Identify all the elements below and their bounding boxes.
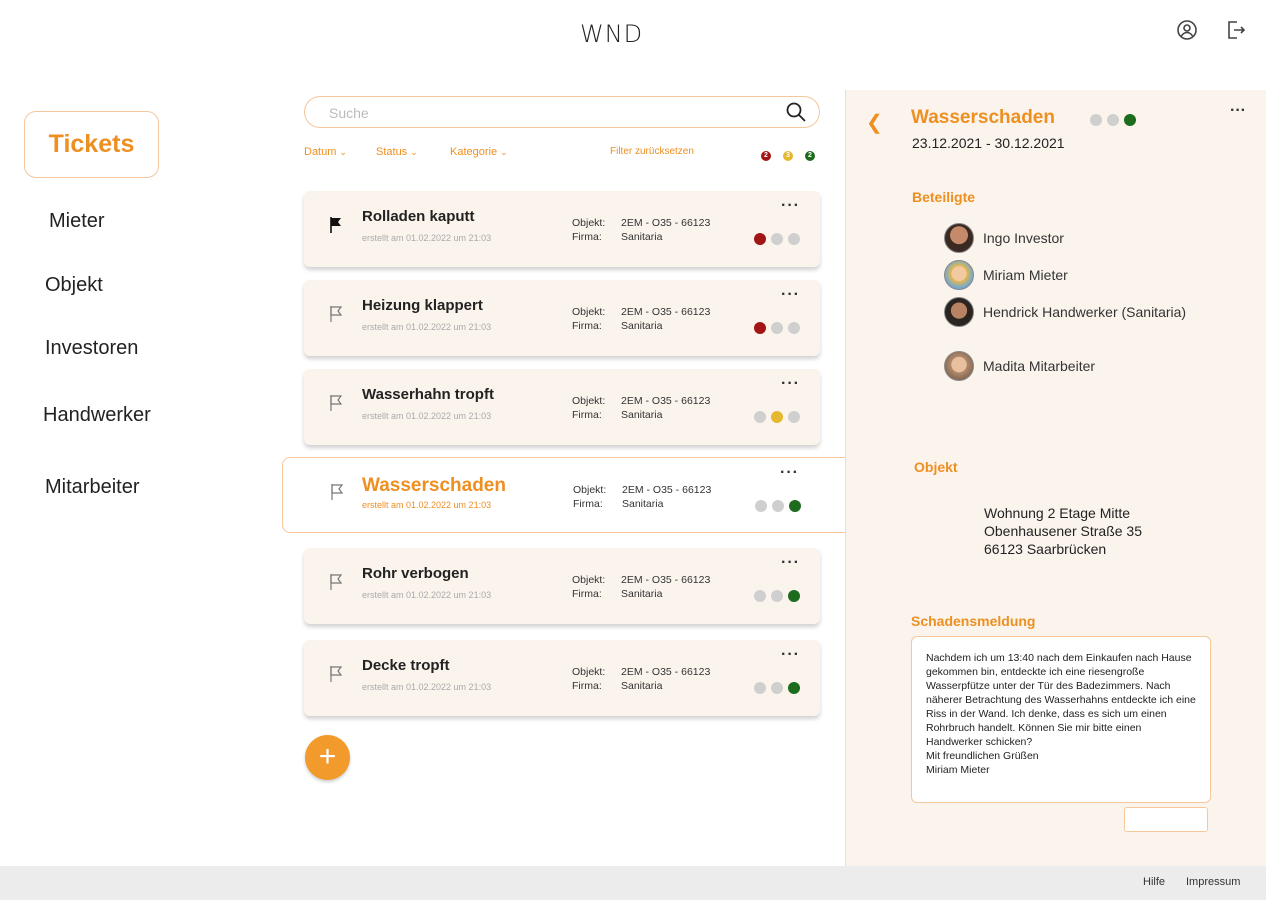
participant-investor[interactable]: [944, 223, 1064, 253]
ticket-created: erstellt am 01.02.2022 um 21:03: [362, 590, 492, 600]
firma-label: Firma:: [572, 588, 602, 600]
flag-outline-icon[interactable]: [328, 394, 344, 412]
objekt-heading: Objekt: [914, 459, 958, 475]
participant-mieter[interactable]: [944, 260, 1068, 290]
ticket-card[interactable]: [282, 457, 878, 533]
ticket-meta: [572, 573, 710, 601]
firma-value: Sanitaria: [621, 588, 663, 600]
firma-label: Firma:: [572, 320, 602, 332]
status-filter-yellow[interactable]: 3: [783, 151, 793, 161]
more-options-icon[interactable]: ···: [780, 464, 799, 481]
status-filter-red[interactable]: 2: [761, 151, 771, 161]
participant-name: Hendrick Handwerker (Sanitaria): [983, 304, 1187, 320]
firma-value: Sanitaria: [621, 231, 663, 243]
objekt-address: [984, 504, 1142, 558]
filter-reset[interactable]: Filter zurücksetzen: [610, 146, 694, 157]
objekt-label: Objekt:: [572, 574, 606, 586]
firma-value: Sanitaria: [621, 320, 663, 332]
status-dot: [1090, 114, 1102, 126]
ticket-created: erstellt am 01.02.2022 um 21:03: [362, 682, 492, 692]
objekt-label: Objekt:: [572, 306, 606, 318]
flag-filled-icon[interactable]: [328, 216, 344, 234]
ticket-meta: [572, 216, 710, 244]
status-dot: [755, 500, 767, 512]
firma-value: Sanitaria: [621, 680, 663, 692]
flag-outline-icon[interactable]: [328, 665, 344, 683]
ticket-title: Wasserschaden: [362, 475, 506, 496]
ticket-title: Rolladen kaputt: [362, 208, 475, 225]
ticket-card[interactable]: [304, 369, 820, 445]
search-icon[interactable]: [785, 101, 807, 123]
footer-hilfe-link[interactable]: Hilfe: [1143, 876, 1166, 888]
objekt-label: Objekt:: [573, 484, 607, 496]
status-dots: [755, 500, 801, 512]
status-dots: [754, 322, 800, 334]
status-filter-green[interactable]: 2: [805, 151, 815, 161]
chevron-down-icon: ⌄: [339, 147, 347, 157]
objekt-label: Objekt:: [572, 395, 606, 407]
firma-label: Firma:: [572, 680, 602, 692]
status-dots: [754, 411, 800, 423]
sidebar-item-objekt[interactable]: Objekt: [45, 274, 103, 296]
sidebar-item-mitarbeiter[interactable]: Mitarbeiter: [45, 476, 140, 498]
firma-value: Sanitaria: [621, 409, 663, 421]
more-options-icon[interactable]: ···: [781, 197, 800, 214]
damage-report-text[interactable]: Nachdem ich um 13:40 nach dem Einkaufen nach Hause gekommen bin, entdeckte ich eine riesengroße Wasserpfütze unter der Tür des Badezimmers. Nach näherer Betrachtung des Wasserhahns entdeckte ich eine Riss in der Wand. Ich denke, dass es sich um einen Rohrbruch handelt. Können Sie mir bitte einen Handwerker schicken? Mit freundlichen Grüßen Miriam Mieter: [911, 636, 1211, 803]
more-options-icon[interactable]: ···: [781, 286, 800, 303]
filter-kategorie[interactable]: Kategorie ⌄: [450, 146, 508, 158]
objekt-label: Objekt:: [572, 666, 606, 678]
objekt-value: 2EM - O35 - 66123: [622, 484, 712, 496]
search-input[interactable]: [304, 96, 820, 128]
status-dot: [771, 233, 783, 245]
ticket-meta: [572, 665, 710, 693]
search-placeholder: Suche: [329, 105, 369, 121]
detail-status-dots: [1090, 114, 1136, 126]
participant-handwerker[interactable]: [944, 297, 1186, 327]
flag-outline-icon[interactable]: [328, 573, 344, 591]
status-dot: [754, 590, 766, 602]
sidebar-item-tickets[interactable]: Tickets: [24, 111, 159, 178]
beteiligte-heading: Beteiligte: [912, 189, 976, 205]
ticket-created: erstellt am 01.02.2022 um 21:03: [362, 322, 492, 332]
objekt-value: 2EM - O35 - 66123: [621, 217, 711, 229]
firma-value: Sanitaria: [622, 498, 664, 510]
logout-icon[interactable]: [1224, 18, 1248, 42]
participant-name: Miriam Mieter: [983, 267, 1068, 283]
detail-date-range: 23.12.2021 - 30.12.2021: [912, 135, 1065, 151]
address-line: 66123 Saarbrücken: [984, 541, 1107, 557]
chevron-down-icon: ⌄: [410, 147, 418, 157]
status-dot: [754, 411, 766, 423]
firma-label: Firma:: [572, 409, 602, 421]
ticket-meta: [572, 394, 710, 422]
status-dot: [771, 411, 783, 423]
ticket-title: Heizung klappert: [362, 297, 483, 314]
status-dot: [788, 411, 800, 423]
avatar: [944, 297, 974, 327]
objekt-value: 2EM - O35 - 66123: [621, 395, 711, 407]
ticket-meta: [572, 305, 710, 333]
ticket-card[interactable]: [304, 640, 820, 716]
address-line: Wohnung 2 Etage Mitte: [984, 505, 1131, 521]
objekt-value: 2EM - O35 - 66123: [621, 574, 711, 586]
schadensmeldung-heading: Schadensmeldung: [911, 613, 1036, 629]
status-dot: [771, 590, 783, 602]
sidebar-item-investoren[interactable]: Investoren: [45, 337, 139, 359]
firma-label: Firma:: [573, 498, 603, 510]
more-options-icon[interactable]: ···: [1230, 102, 1246, 119]
status-dots: [754, 682, 800, 694]
status-dot: [789, 500, 801, 512]
avatar: [944, 351, 974, 381]
avatar: [944, 260, 974, 290]
objekt-value: 2EM - O35 - 66123: [621, 306, 711, 318]
ticket-card[interactable]: [304, 191, 820, 267]
filter-status[interactable]: Status ⌄: [376, 146, 418, 158]
sidebar-item-handwerker[interactable]: Handwerker: [43, 404, 151, 426]
firma-label: Firma:: [572, 231, 602, 243]
sidebar-item-mieter[interactable]: Mieter: [49, 210, 105, 232]
avatar: [944, 223, 974, 253]
ticket-title: Wasserhahn tropft: [362, 386, 494, 403]
detail-title: Wasserschaden: [911, 107, 1055, 128]
status-dot: [772, 500, 784, 512]
ticket-card[interactable]: [304, 280, 820, 356]
footer: [0, 866, 1266, 900]
address-line: Obenhausener Straße 35: [984, 523, 1142, 539]
ticket-detail-panel: [845, 90, 1266, 866]
status-dot-green: [1124, 114, 1136, 126]
status-dot: [788, 590, 800, 602]
ticket-created: erstellt am 01.02.2022 um 21:03: [362, 500, 492, 510]
status-dot: [788, 322, 800, 334]
chevron-down-icon: ⌄: [500, 147, 508, 157]
ticket-title: Rohr verbogen: [362, 565, 469, 582]
participant-name: Madita Mitarbeiter: [983, 358, 1096, 374]
ticket-card[interactable]: [304, 548, 820, 624]
report-action-button[interactable]: [1124, 807, 1208, 832]
status-dots: [754, 590, 800, 602]
status-dot: [771, 322, 783, 334]
status-dot: [788, 233, 800, 245]
more-options-icon[interactable]: ···: [781, 646, 800, 663]
flag-outline-icon[interactable]: [328, 305, 344, 323]
participant-name: Ingo Investor: [983, 230, 1064, 246]
status-dot: [754, 682, 766, 694]
objekt-value: 2EM - O35 - 66123: [621, 666, 711, 678]
back-chevron-icon[interactable]: ❮: [866, 112, 883, 134]
ticket-created: erstellt am 01.02.2022 um 21:03: [362, 411, 492, 421]
footer-impressum-link[interactable]: Impressum: [1186, 876, 1241, 888]
ticket-meta: [573, 483, 711, 511]
ticket-created: erstellt am 01.02.2022 um 21:03: [362, 233, 492, 243]
status-dot: [771, 682, 783, 694]
flag-outline-icon[interactable]: [329, 483, 345, 501]
app-logo: WND: [580, 20, 644, 48]
user-circle-icon[interactable]: [1175, 18, 1199, 42]
status-dot: [754, 322, 766, 334]
status-dot: [788, 682, 800, 694]
participant-mitarbeiter[interactable]: [944, 351, 1095, 381]
ticket-title: Decke tropft: [362, 657, 450, 674]
more-options-icon[interactable]: ···: [781, 375, 800, 392]
status-dots: [754, 233, 800, 245]
add-ticket-button[interactable]: +: [305, 735, 350, 780]
status-dot: [1107, 114, 1119, 126]
filter-datum[interactable]: Datum ⌄: [304, 146, 347, 158]
more-options-icon[interactable]: ···: [781, 554, 800, 571]
status-dot: [754, 233, 766, 245]
objekt-label: Objekt:: [572, 217, 606, 229]
